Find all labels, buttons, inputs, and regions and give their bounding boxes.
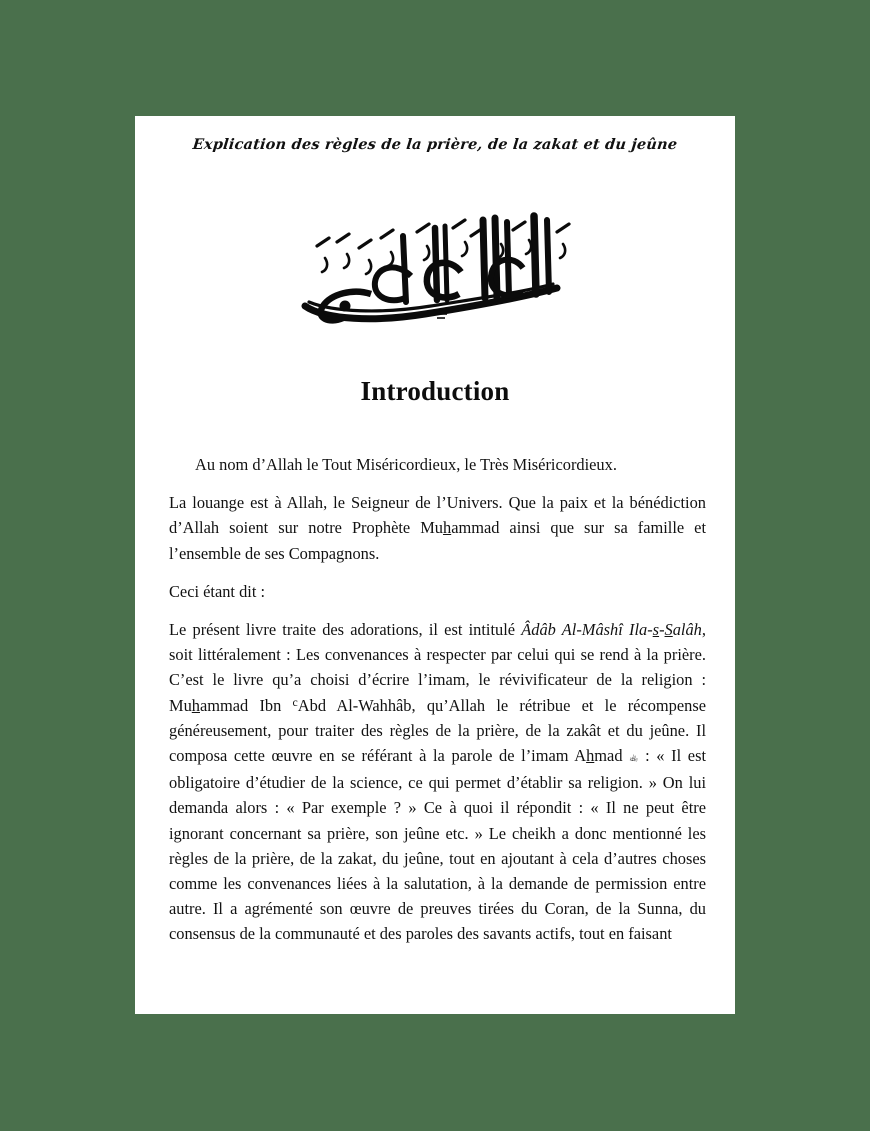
transliteration-underline: h [442, 518, 452, 538]
book-title-italic: Âdâb Al-Mâshî Ila- [521, 620, 653, 640]
paragraph-basmala-translation: Au nom d’Allah le Tout Miséricordieux, le Très Miséricordieux. [195, 455, 617, 474]
body-text [169, 452, 706, 947]
running-head: Explication des règles de la prière, de la zakat et du jeûne [191, 136, 679, 153]
paragraph-main-introduction: Le présent livre traite des adorations, il est intitulé Âdâb Al-Mâshî Ila-s-Salâh, soit littéralement : Les convenances à respecter par celui qui se rend à la prière. C’est le livre qu’a choisi d’écrire l’imam, le révivificateur de la religion : Muhammad Ibn $^c$Abd Al-Wahhâb, qu’Allah le rétribue et le récompense généreusement, pour traiter des règles de la prière, de la zakât et du jeûne. Il composa cette œuvre en se référant à la parole de l’imam Ahmad ﵀ : « Il est obligatoire d’étudier de la science, ce qui permet d’établir sa religion. » On lui demanda alors : « Par exemple ? » Ce à quoi il répondit : « Il ne peut être ignorant concernant sa prière, son jeûne etc. » Le cheikh a donc mentionné les règles de la prière, de la zakat, du jeûne, tout en ajoutant à cela d’autres choses comme les convenances liées à la salutation, à la demande de permission entre autre. Il a agrémenté son œuvre de preuves tirées du Coran, de la Sunna, du consensus de la communauté et des paroles des savants actifs, tout en faisant [169, 620, 707, 944]
book-title-italic-underline: S [664, 620, 673, 640]
transliteration-underline: h [586, 746, 595, 766]
rahimahullah-ornament: ﵀ [629, 752, 639, 763]
document-page [135, 116, 735, 1014]
paragraph-praise: La louange est à Allah, le Seigneur de l’Univers. Que la paix et la bénédiction d’Allah soient sur notre Prophète Muhammad ainsi que sur sa famille et l’ensemble de ses Compagnons. [169, 493, 707, 563]
transliteration-underline: h [191, 695, 200, 715]
basmala-calligraphy-icon [135, 202, 735, 337]
book-title-italic: alâh [672, 620, 702, 640]
book-title-italic: - [659, 620, 665, 640]
paragraph-ceci-etant-dit: Ceci étant dit : [169, 581, 266, 601]
ayn-superscript-icon: c [292, 694, 298, 709]
book-title-italic-underline: s [652, 620, 660, 640]
page-title: Introduction [360, 376, 510, 406]
